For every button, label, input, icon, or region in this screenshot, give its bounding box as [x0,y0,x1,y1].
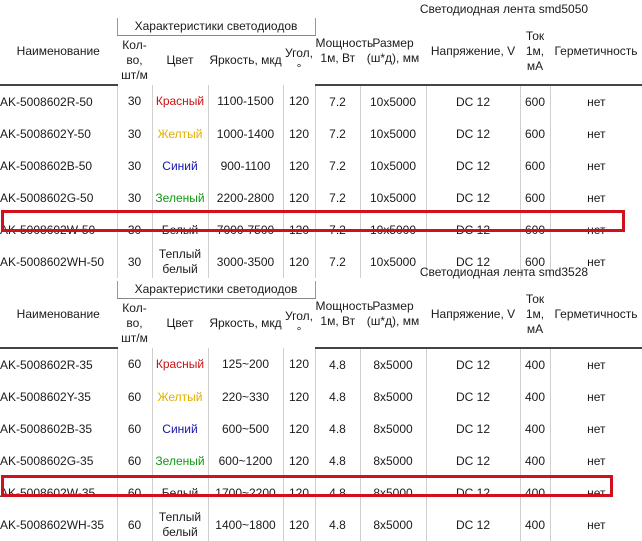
cell-brightness: 600~500 [208,413,283,445]
cell-angle: 120 [283,118,315,150]
cell-color: Красный [152,348,208,381]
cell-angle: 120 [283,413,315,445]
cell-voltage: DC 12 [426,246,520,278]
cell-color: Желтый [152,381,208,413]
cell-sealing: нет [550,509,642,541]
table-row [0,85,642,118]
cell-color: Белый [152,477,208,509]
cell-name: AK-5008602WH-50 [0,254,105,269]
header-current: Ток 1м, мА [520,18,550,85]
cell-voltage: DC 12 [426,214,520,246]
highlight-frame-white-35 [1,475,613,497]
cell-size: 8x5000 [360,381,426,413]
header-brightness: Яркость, мкд [209,53,282,67]
cell-color: Белый [152,214,208,246]
cell-voltage: DC 12 [426,445,520,477]
cell-count: 60 [117,477,152,509]
table-row [0,445,642,477]
cell-color: Синий [152,413,208,445]
cell-name: AK-5008602G-50 [0,190,94,205]
header-count: Кол-во, шт/м [121,38,148,82]
table-title: Светодиодная лента smd5050 [419,1,589,16]
cell-name: AK-5008602Y-35 [0,389,91,404]
cell-count: 30 [117,118,152,150]
cell-color: Красный [152,85,208,118]
cell-brightness: 1400~1800 [208,509,283,541]
header-voltage: Напряжение, V [426,281,520,348]
cell-voltage: DC 12 [426,381,520,413]
header-color: Цвет [166,316,194,330]
cell-count: 30 [117,150,152,182]
cell-name: AK-5008602B-50 [0,158,93,173]
cell-brightness: 900-1100 [208,150,283,182]
cell-size: 10x5000 [360,85,426,118]
cell-voltage: DC 12 [426,182,520,214]
cell-current: 400 [520,445,550,477]
cell-angle: 120 [283,150,315,182]
cell-name: AK-5008602R-35 [0,357,93,372]
cell-current: 400 [520,509,550,541]
cell-size: 10x5000 [360,246,426,278]
table-row [0,381,642,413]
header-count: Кол-во, шт/м [121,301,148,345]
table-row [0,150,642,182]
cell-color: Синий [152,150,208,182]
cell-brightness: 1000-1400 [208,118,283,150]
cell-angle: 120 [283,477,315,509]
header-color: Цвет [166,53,194,67]
header-power: Мощность 1м, Вт [315,18,360,85]
cell-current: 400 [520,381,550,413]
table-row [0,413,642,445]
cell-brightness: 1700~2200 [208,477,283,509]
cell-size: 10x5000 [360,214,426,246]
cell-current: 400 [520,477,550,509]
cell-count: 60 [117,445,152,477]
cell-power: 7.2 [315,150,360,182]
cell-count: 60 [117,381,152,413]
header-size: Размер (ш*д), мм [360,18,426,85]
cell-angle: 120 [283,381,315,413]
cell-sealing: нет [550,214,642,246]
cell-brightness: 2200-2800 [208,182,283,214]
cell-power: 4.8 [315,348,360,381]
cell-size: 10x5000 [360,150,426,182]
cell-power: 4.8 [315,413,360,445]
cell-brightness: 600~1200 [208,445,283,477]
cell-power: 4.8 [315,445,360,477]
header-voltage: Напряжение, V [426,18,520,85]
cell-voltage: DC 12 [426,413,520,445]
header-sealing: Герметичность [550,281,642,348]
cell-color: Зеленый [152,182,208,214]
cell-brightness: 7000-7500 [208,214,283,246]
header-current: Ток 1м, мА [520,281,550,348]
cell-color: Теплый белый [152,509,208,541]
cell-name: AK-5008602R-50 [0,94,93,109]
cell-count: 30 [117,85,152,118]
cell-sealing: нет [550,381,642,413]
highlight-frame-white-50 [1,210,625,232]
cell-angle: 120 [283,214,315,246]
cell-brightness: 125~200 [208,348,283,381]
cell-size: 8x5000 [360,445,426,477]
cell-name: AK-5008602W-35 [0,485,96,500]
cell-brightness: 220~330 [208,381,283,413]
cell-brightness: 1100-1500 [208,85,283,118]
cell-voltage: DC 12 [426,118,520,150]
cell-sealing: нет [550,118,642,150]
cell-color: Зеленый [152,445,208,477]
cell-power: 7.2 [315,118,360,150]
cell-current: 600 [520,214,550,246]
table-title: Светодиодная лента smd3528 [419,264,589,279]
cell-sealing: нет [550,348,642,381]
cell-sealing: нет [550,477,642,509]
header-name: Наименование [0,281,117,348]
cell-voltage: DC 12 [426,509,520,541]
cell-sealing: нет [550,150,642,182]
cell-sealing: нет [550,413,642,445]
cell-power: 4.8 [315,477,360,509]
cell-count: 60 [117,509,152,541]
table-row [0,348,642,381]
cell-count: 60 [117,348,152,381]
header-name: Наименование [0,18,117,85]
cell-angle: 120 [283,182,315,214]
cell-power: 7.2 [315,214,360,246]
cell-name: AK-5008602G-35 [0,453,94,468]
cell-angle: 120 [283,246,315,278]
cell-size: 10x5000 [360,118,426,150]
cell-size: 8x5000 [360,413,426,445]
cell-name: AK-5008602W-50 [0,222,96,237]
header-brightness: Яркость, мкд [209,316,282,330]
cell-sealing: нет [550,246,642,278]
cell-current: 600 [520,118,550,150]
cell-voltage: DC 12 [426,348,520,381]
header-group: Характеристики светодиодов [117,18,315,36]
header-group: Характеристики светодиодов [117,281,315,299]
cell-angle: 120 [283,445,315,477]
cell-current: 600 [520,182,550,214]
cell-size: 10x5000 [360,182,426,214]
cell-current: 400 [520,413,550,445]
cell-power: 7.2 [315,182,360,214]
cell-sealing: нет [550,182,642,214]
cell-sealing: нет [550,445,642,477]
cell-angle: 120 [283,348,315,381]
cell-angle: 120 [283,85,315,118]
cell-count: 30 [117,182,152,214]
cell-brightness: 3000-3500 [208,246,283,278]
cell-color: Желтый [152,118,208,150]
header-power: Мощность 1м, Вт [315,281,360,348]
table-row [0,118,642,150]
cell-sealing: нет [550,85,642,118]
cell-name: AK-5008602B-35 [0,421,93,436]
cell-current: 600 [520,246,550,278]
cell-power: 7.2 [315,85,360,118]
cell-size: 8x5000 [360,477,426,509]
cell-power: 4.8 [315,381,360,413]
cell-power: 4.8 [315,509,360,541]
cell-size: 8x5000 [360,509,426,541]
cell-size: 8x5000 [360,348,426,381]
cell-current: 600 [520,85,550,118]
cell-count: 60 [117,413,152,445]
header-size: Размер (ш*д), мм [360,281,426,348]
cell-angle: 120 [283,509,315,541]
cell-voltage: DC 12 [426,85,520,118]
header-angle: Угол, ° [285,45,313,75]
cell-name: AK-5008602WH-35 [0,517,105,532]
header-sealing: Герметичность [550,18,642,85]
cell-current: 600 [520,150,550,182]
cell-current: 400 [520,348,550,381]
cell-count: 30 [117,246,152,278]
cell-name: AK-5008602Y-50 [0,126,91,141]
cell-voltage: DC 12 [426,477,520,509]
spec-table-smd3528 [0,263,642,541]
cell-count: 30 [117,214,152,246]
cell-color: Теплый белый [152,246,208,278]
cell-voltage: DC 12 [426,150,520,182]
header-angle: Угол, ° [285,308,313,338]
cell-power: 7.2 [315,246,360,278]
table-row [0,509,642,541]
